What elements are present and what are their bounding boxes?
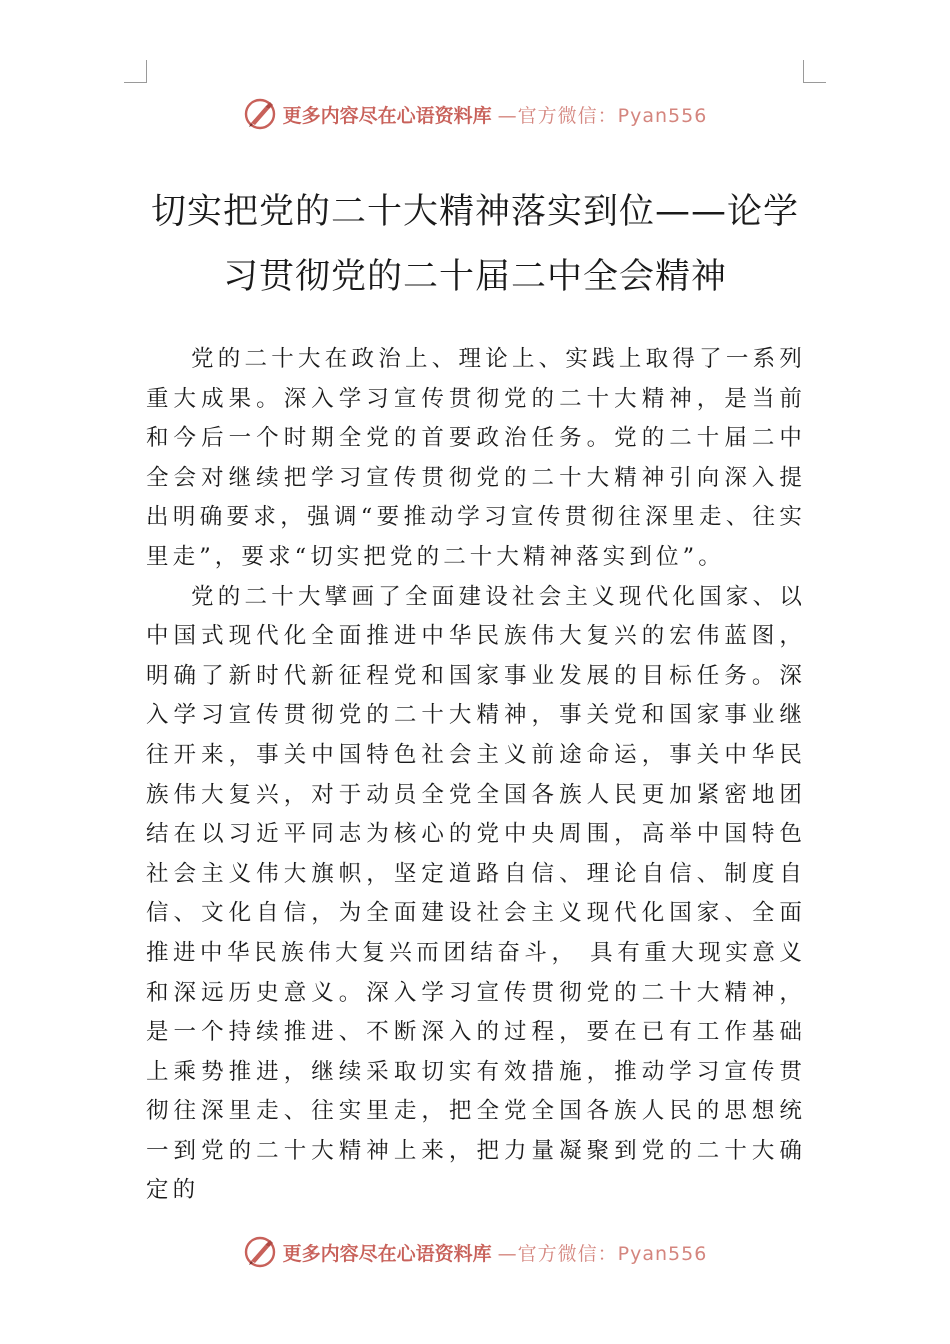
footer-banner xyxy=(0,1232,950,1272)
document-body xyxy=(146,340,806,1211)
document-title: 切实把党的二十大精神落实到位——论学习贯彻党的二十届二中全会精神 xyxy=(150,192,799,297)
header-banner xyxy=(0,94,950,134)
pen-logo-icon xyxy=(243,1235,277,1269)
paragraph-2: 党的二十大擘画了全面建设社会主义现代化国家、以中国式现代化全面推进中华民族伟大复兴的宏伟蓝图，明确了新时代新征程党和国家事业发展的目标任务。深入学习宣传贯彻党的二十大精神，事关党和国家事业继往开来，事关中国特色社会主义前途命运，事关中华民族伟大复兴，对于动员全党全国各族人民更加紧密地团结在以习近平同志为核心的党中央周围，高举中国特色社会主义伟大旗帜，坚定道路自信、理论自信、制度自信、文化自信，为全面建设社会主义现代化国家、全面推进中华民族伟大复兴而团结奋斗， 具有重大现实意义和深远历史意义。深入学习宣传贯彻党的二十大精神，是一个持续推进、不断深入的过程，要在已有工作基础上乘势推进，继续采取切实有效措施，推动学习宣传贯彻往深里走、往实里走，把全党全国各族人民的思想统一到党的二十大精神上来，把力量凝聚到党的二十大确定的 xyxy=(146,583,806,1204)
banner-main-text: 更多内容尽在心语资料库 xyxy=(282,104,492,127)
pen-logo-icon xyxy=(243,97,277,131)
banner-main-text: 更多内容尽在心语资料库 xyxy=(282,1242,492,1265)
paragraph-1: 党的二十大在政治上、理论上、实践上取得了一系列重大成果。深入学习宣传贯彻党的二十大精神，是当前和今后一个时期全党的首要政治任务。党的二十届二中全会对继续把学习宣传贯彻党的二十大精神引向深入提出明确要求，强调“要推动学习宣传贯彻往深里走、往实里走”，要求“切实把党的二十大精神落实到位”。 xyxy=(146,346,806,570)
crop-mark-top-right xyxy=(803,60,826,83)
crop-mark-top-left xyxy=(124,60,147,83)
banner-sub-text: —官方微信：Pyan556 xyxy=(497,1242,708,1265)
banner-sub-text: —官方微信：Pyan556 xyxy=(497,104,708,127)
